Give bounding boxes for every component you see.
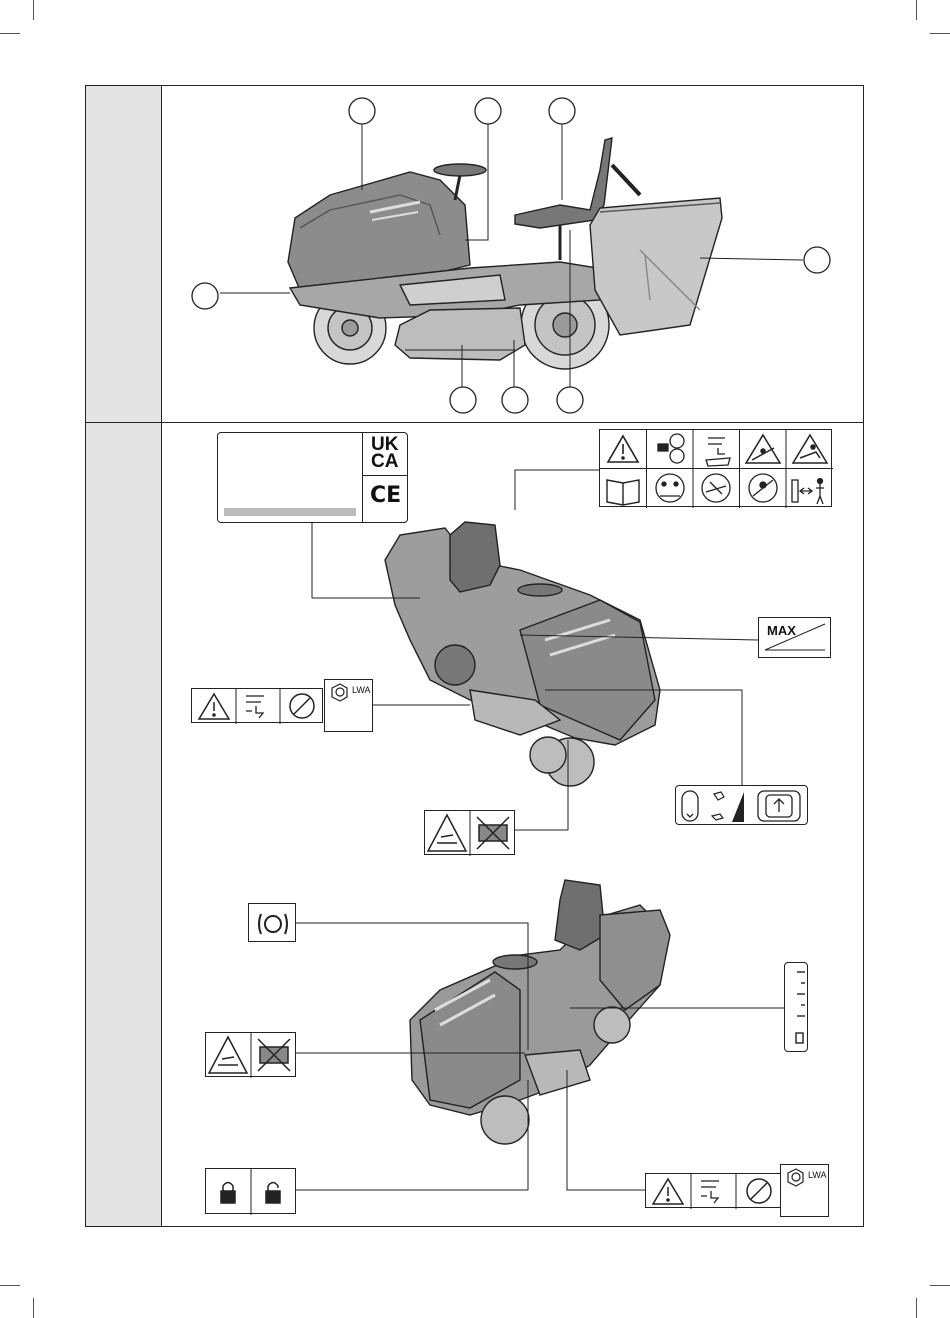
parking-brake-icon — [259, 914, 287, 934]
no-hands-icon — [258, 1039, 290, 1071]
rating-plate-divider — [362, 433, 363, 522]
noise-nut-icon — [332, 684, 347, 701]
fuel-level-gauge-icon — [796, 972, 805, 1043]
sound-power-label-bottom — [780, 1164, 829, 1217]
cutting-height-label — [675, 785, 808, 825]
ukca-mark-bottom: CA — [371, 451, 399, 472]
rotating-blade-hazard-icon — [658, 434, 684, 463]
hand-discharge-icon — [246, 696, 264, 718]
no-blade-contact-icon — [747, 1179, 771, 1203]
callout-circle — [549, 98, 575, 124]
hand-cut-hazard-icon — [209, 1037, 247, 1073]
speed-range-icon — [712, 792, 724, 820]
rating-plate-divider — [363, 475, 407, 476]
callout-circle — [349, 98, 375, 124]
safety-pictogram-panel — [599, 429, 832, 507]
callout-circle — [450, 387, 476, 413]
noise-nut-icon — [788, 1169, 803, 1186]
raise-button-icon — [758, 791, 800, 821]
callout-circle — [557, 387, 583, 413]
callout-circle — [192, 283, 218, 309]
blade-contact-hazard-icon — [702, 474, 730, 502]
sound-power-label — [324, 679, 373, 732]
ce-mark: CE — [370, 483, 402, 508]
no-hands-icon — [477, 817, 509, 849]
speed-wedge-icon — [732, 792, 744, 822]
safety-pictograms — [600, 430, 833, 508]
no-passengers-icon — [749, 474, 777, 502]
deck-warning-label — [191, 688, 323, 723]
warning-triangle-icon — [653, 1179, 683, 1204]
no-blade-contact-icon — [290, 694, 314, 718]
rating-plate-label — [217, 432, 408, 523]
slope-hazard-icon — [746, 435, 780, 463]
parking-brake-label — [248, 903, 296, 942]
hand-hazard-label — [424, 810, 515, 855]
fuel-gauge-label — [784, 962, 808, 1052]
warning-triangle-icon — [608, 436, 638, 462]
hand-discharge-icon — [701, 1181, 719, 1203]
safe-distance-icon — [792, 479, 824, 505]
hand-cut-hazard-icon — [428, 815, 466, 851]
lwa-text: LWA — [808, 1170, 827, 1180]
unlock-icon — [266, 1183, 280, 1204]
max-fill-label — [758, 617, 831, 658]
lock-icon — [221, 1183, 235, 1204]
lwa-text: LWA — [352, 685, 371, 695]
callout-circle — [475, 98, 501, 124]
rating-plate-bar — [224, 508, 356, 516]
hand-hazard-label-bottom — [205, 1032, 296, 1077]
lock-label — [205, 1168, 296, 1214]
warning-triangle-icon — [199, 694, 229, 719]
lower-button-icon — [682, 791, 698, 821]
thrown-object-hazard-icon — [793, 435, 827, 463]
ukca-mark-top: UK — [371, 434, 399, 455]
keep-bystanders-away-icon — [656, 474, 684, 502]
discharge-hazard-icon — [706, 438, 730, 466]
read-manual-icon — [607, 480, 639, 505]
deck-warning-label-bottom — [645, 1173, 781, 1208]
callout-circle — [804, 247, 830, 273]
callout-circle — [502, 387, 528, 413]
max-text: MAX — [767, 623, 796, 638]
